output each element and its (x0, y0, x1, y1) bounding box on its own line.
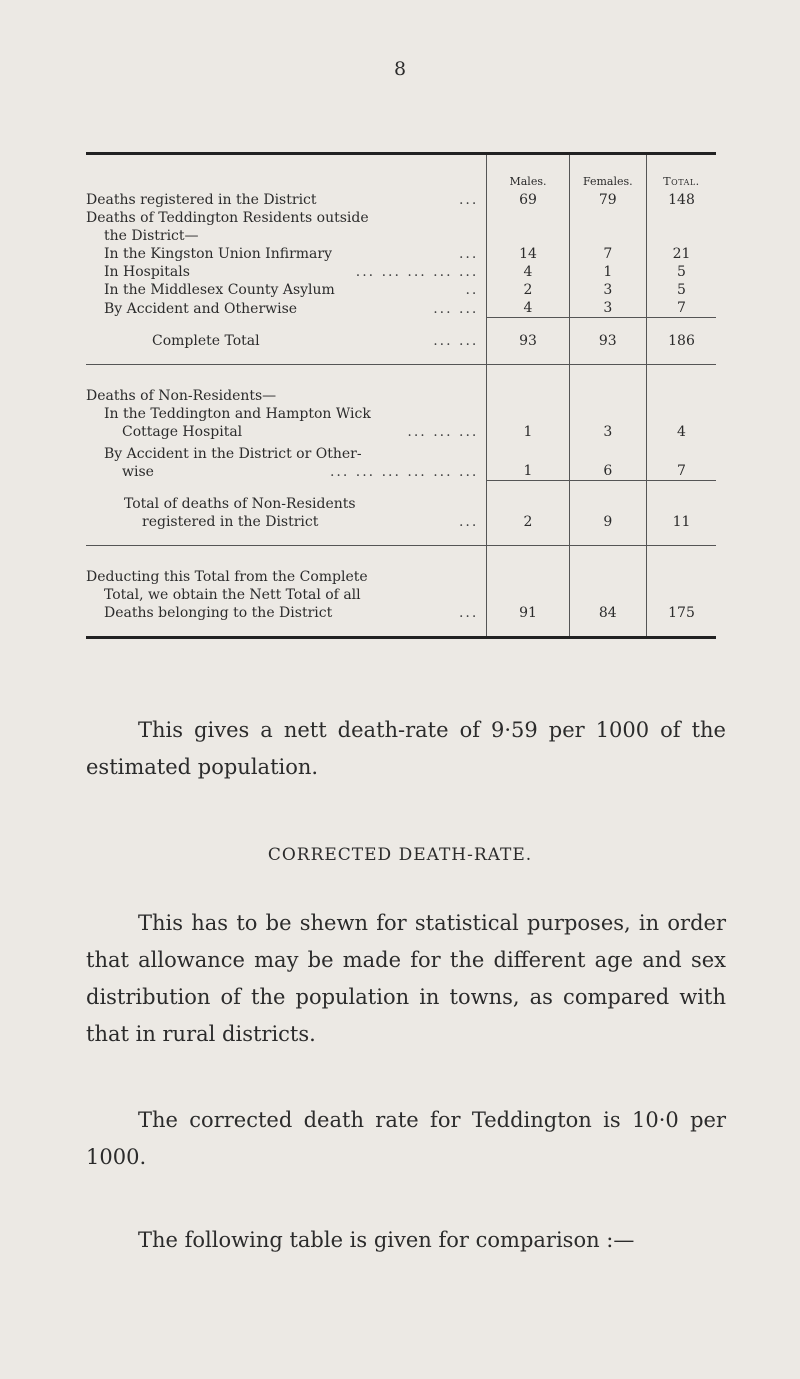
cell-males: 93 (487, 318, 569, 365)
row-label-cont: Cottage Hospital (122, 423, 243, 440)
paragraph-corrected-purpose: This has to be shewn for statistical purposes, in order that allowance may be made for the different age and sex distribution of the population in towns, as compared with that in rural districts. (86, 911, 726, 1046)
leader-dots: ... ... ... ... ... (355, 264, 479, 280)
table-row-nonresident-total (86, 481, 716, 546)
table-row (86, 263, 716, 281)
leader-dots: ... ... ... ... ... ... (329, 463, 479, 480)
header-males: Males. (487, 154, 569, 192)
header-blank (86, 154, 487, 192)
cell-males: 14 (487, 245, 569, 263)
cell-males: 2 (487, 481, 569, 546)
row-label: In the Middlesex County Asylum (104, 282, 335, 298)
row-label: In the Kingston Union Infirmary (104, 246, 332, 262)
leader-dots: ... (458, 513, 479, 530)
table-row (86, 299, 716, 318)
page-number: 8 (393, 58, 407, 80)
cell-males: 4 (487, 263, 569, 281)
table-row (86, 441, 716, 481)
section-heading: CORRECTED DEATH-RATE. (267, 845, 533, 865)
cell-females: 9 (569, 481, 646, 546)
cell-females: 3 (569, 405, 646, 441)
deaths-table-container (86, 152, 716, 639)
row-label: Deducting this Total from the Complete (86, 568, 368, 585)
header-females: Females. (569, 154, 646, 192)
row-label-cont: Deaths belonging to the District (104, 604, 333, 621)
cell-males: 2 (487, 281, 569, 299)
cell-males: 1 (487, 441, 569, 481)
row-label: Deaths of Non-Residents— (86, 387, 277, 404)
cell-total: 175 (646, 568, 716, 638)
leader-dots: ... ... (433, 332, 479, 349)
cell-females: 79 (569, 191, 646, 209)
table-row (86, 245, 716, 263)
table-row (86, 281, 716, 299)
cell-males: 69 (487, 191, 569, 209)
table-row (86, 387, 716, 405)
cell-females: 3 (569, 281, 646, 299)
table-row (86, 405, 716, 441)
cell-total: 148 (646, 191, 716, 209)
cell-females: 93 (569, 318, 646, 365)
header-total: Total. (646, 154, 716, 192)
row-label: In Hospitals (104, 264, 190, 280)
leader-dots: ... ... ... (407, 423, 479, 440)
deaths-table (86, 152, 716, 639)
leader-dots: ... (458, 604, 479, 621)
cell-females: 84 (569, 568, 646, 638)
cell-total: 5 (646, 263, 716, 281)
paragraph-comparison: The following table is given for comparison :— (138, 1228, 635, 1252)
row-label-cont: wise (122, 463, 154, 480)
row-label-cont: the District— (104, 228, 199, 244)
row-label: By Accident in the District or Other- (104, 445, 362, 462)
row-label: In the Teddington and Hampton Wick (104, 405, 371, 422)
leader-dots: .. (465, 282, 479, 298)
row-label: By Accident and Otherwise (104, 300, 298, 317)
cell-total: 11 (646, 481, 716, 546)
leader-dots: ... ... (433, 300, 479, 317)
cell-total: 7 (646, 441, 716, 481)
paragraph-nett-rate: This gives a nett death-rate of 9·59 per 1000 of the estimated population. (86, 718, 726, 779)
leader-dots: ... (458, 246, 479, 262)
row-label: Complete Total (152, 332, 260, 349)
row-label-cont: Total, we obtain the Nett Total of all (104, 586, 361, 603)
cell-total: 186 (646, 318, 716, 365)
leader-dots: ... (458, 192, 479, 208)
cell-total: 4 (646, 405, 716, 441)
cell-total: 21 (646, 245, 716, 263)
row-label: Deaths of Teddington Residents outside (86, 210, 369, 226)
row-label-cont: registered in the District (142, 513, 319, 530)
cell-total: 7 (646, 299, 716, 318)
cell-males: 1 (487, 405, 569, 441)
row-label: Deaths registered in the District (86, 192, 317, 208)
cell-females: 7 (569, 245, 646, 263)
table-row-nett-total (86, 568, 716, 638)
paragraph-corrected-rate: The corrected death rate for Teddington is 10·0 per 1000. (86, 1108, 726, 1169)
row-label: Total of deaths of Non-Residents (124, 495, 356, 512)
table-row-complete-total (86, 318, 716, 365)
cell-males: 4 (487, 299, 569, 318)
table-row (86, 191, 716, 209)
table-row (86, 209, 716, 245)
cell-total: 5 (646, 281, 716, 299)
cell-males: 91 (487, 568, 569, 638)
cell-females: 6 (569, 441, 646, 481)
cell-females: 3 (569, 299, 646, 318)
cell-females: 1 (569, 263, 646, 281)
